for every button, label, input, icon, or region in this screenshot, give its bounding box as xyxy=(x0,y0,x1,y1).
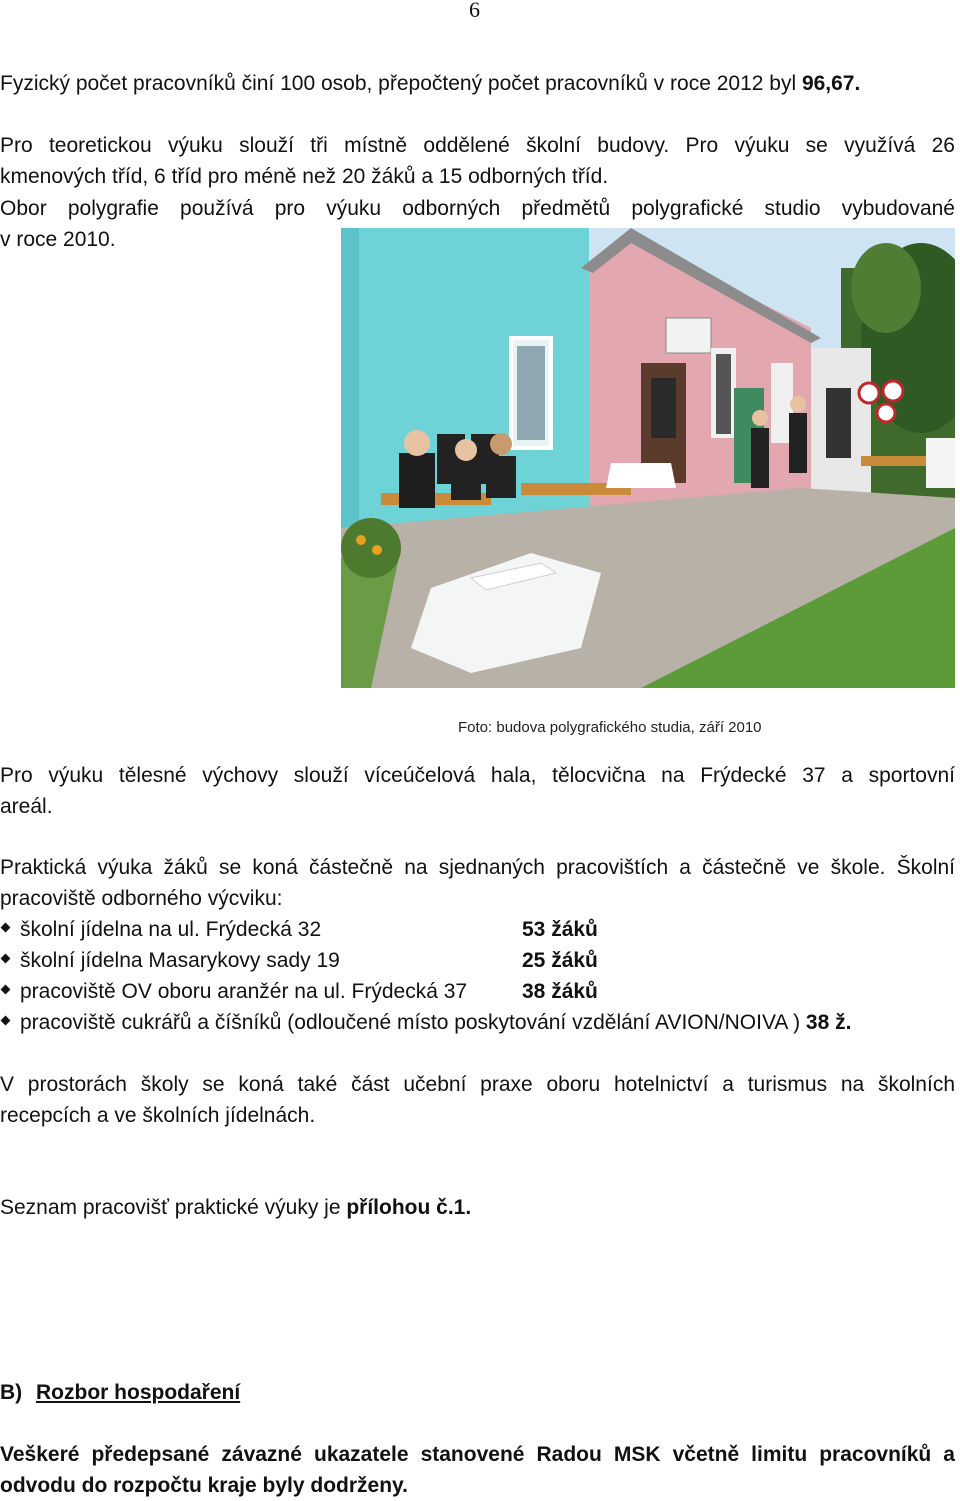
section-letter: B) xyxy=(0,1381,23,1404)
section-b-text-line2: odvodu do rozpočtu kraje byly dodrženy. xyxy=(0,1474,408,1497)
paragraph-sports-line1: Pro výuku tělesné výchovy slouží víceúčelová hala, tělocvična na Frýdecké 37 a sportovní xyxy=(0,764,955,787)
diamond-bullet-icon xyxy=(1,1016,11,1026)
diamond-bullet-icon xyxy=(1,954,11,964)
paragraph-sports-line2: areál. xyxy=(0,795,53,818)
workplace-name: pracoviště OV oboru aranžér na ul. Frýdecká 37 xyxy=(20,980,468,1003)
list-item xyxy=(0,945,955,976)
staff-count-text: Fyzický počet pracovníků činí 100 osob, přepočtený počet pracovníků v roce 2012 byl xyxy=(0,72,802,95)
paragraph-hotel-line1: V prostorách školy se koná také část učební praxe oboru hotelnictví a turismus na školních xyxy=(0,1073,955,1096)
section-title: Rozbor hospodaření xyxy=(36,1381,241,1404)
attachment-text: Seznam pracovišť praktické výuky je xyxy=(0,1196,347,1219)
workplace-name: pracoviště cukrářů a číšníků (odloučené místo poskytování vzdělání AVION/NOIVA ) xyxy=(20,1011,806,1034)
paragraph-practical-line1: Praktická výuka žáků se koná částečně na sjednaných pracovištích a částečně ve škole. Školní xyxy=(0,856,955,879)
workplace-count: 38 žáků xyxy=(522,980,598,1003)
paragraph-buildings-line2: kmenových tříd, 6 tříd pro méně než 20 žáků a 15 odborných tříd. xyxy=(0,165,609,188)
paragraph-polygraphy-line1: Obor polygrafie používá pro výuku odborných předmětů polygrafické studio vybudované xyxy=(0,197,955,220)
list-item xyxy=(0,914,955,945)
paragraph-staff-count xyxy=(0,68,960,99)
workplace-name: školní jídelna Masarykovy sady 19 xyxy=(20,949,340,972)
page-number: 6 xyxy=(469,0,480,22)
workplace-count: 25 žáků xyxy=(522,949,598,972)
workplace-line xyxy=(20,1007,851,1038)
paragraph-hotel-line2: recepcích a ve školních jídelnách. xyxy=(0,1104,316,1127)
paragraph-attachment xyxy=(0,1192,471,1223)
diamond-bullet-icon xyxy=(1,923,11,933)
list-item xyxy=(0,976,955,1007)
photo-caption: Foto: budova polygrafického studia, září 2010 xyxy=(458,719,762,736)
paragraph-buildings-line1: Pro teoretickou výuku slouží tři místně oddělené školní budovy. Pro výuku se využívá 26 xyxy=(0,134,955,157)
staff-count-value: 96,67. xyxy=(801,72,861,95)
photo-polygraphy-studio xyxy=(341,228,955,688)
diamond-bullet-icon xyxy=(1,985,11,995)
section-b-heading xyxy=(0,1377,240,1408)
workplace-count: 53 žáků xyxy=(522,918,598,941)
paragraph-polygraphy-line2: v roce 2010. xyxy=(0,228,116,251)
attachment-reference: přílohou č.1. xyxy=(346,1196,472,1219)
section-b-text-line1: Veškeré předepsané závazné ukazatele stanovené Radou MSK včetně limitu pracovníků a xyxy=(0,1443,955,1466)
workplace-name: školní jídelna na ul. Frýdecká 32 xyxy=(20,918,322,941)
workplace-count: 38 ž. xyxy=(805,1011,852,1034)
paragraph-practical-line2: pracoviště odborného výcviku: xyxy=(0,887,283,910)
photo-illustration xyxy=(341,228,955,688)
list-item xyxy=(0,1007,955,1038)
